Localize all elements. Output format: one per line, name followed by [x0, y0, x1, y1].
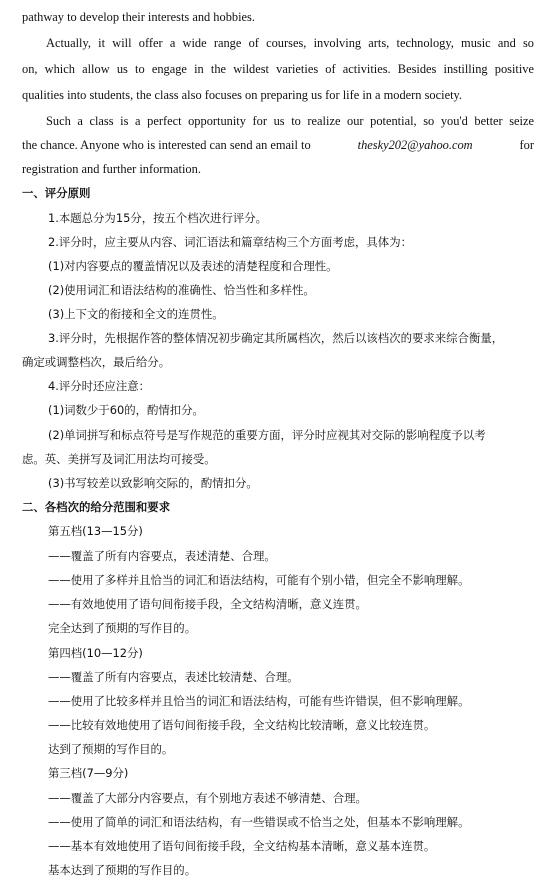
grade-title: 第三档(7—9分) — [48, 766, 129, 780]
essay-line: Such a class is a perfect opportunity for us to realize our potential, so you'd better seize — [46, 114, 534, 128]
grade-criterion: ——基本有效地使用了语句间衔接手段，全文结构基本清晰，意义基本连贯。 — [48, 839, 436, 853]
grade-title: 第四档(10—12分) — [48, 646, 143, 660]
rule-item: (1)词数少于60的，酌情扣分。 — [48, 403, 204, 417]
grade-criterion: ——使用了简单的词汇和语法结构，有一些错误或不恰当之处，但基本不影响理解。 — [48, 815, 470, 829]
essay-line: Actually, it will offer a wide range of courses, involving arts, technology, music and so — [46, 36, 534, 50]
rule-item: (2)使用词汇和语法结构的准确性、恰当性和多样性。 — [48, 283, 315, 297]
essay-line: on, which allow us to engage in the wildest varieties of activities. Besides instilling positive — [22, 62, 534, 76]
essay-text: the chance. Anyone who is interested can send an email to — [22, 138, 311, 152]
grade-criterion: ——覆盖了所有内容要点，表述清楚、合理。 — [48, 549, 276, 563]
grade-criterion: ——使用了多样并且恰当的词汇和语法结构，可能有个别小错，但完全不影响理解。 — [48, 573, 470, 587]
grade-criterion: 基本达到了预期的写作目的。 — [48, 863, 197, 877]
rule-item: 4.评分时还应注意： — [48, 379, 150, 393]
essay-text: for — [519, 138, 534, 152]
section-heading: 一、评分原则 — [22, 186, 91, 200]
grade-criterion: ——使用了比较多样并且恰当的词汇和语法结构，可能有些许错误，但不影响理解。 — [48, 694, 470, 708]
rule-item: (2)单词拼写和标点符号是写作规范的重要方面，评分时应视其对交际的影响程度予以考 — [48, 428, 486, 442]
email-address: thesky202@yahoo.com — [357, 138, 473, 152]
essay-line-with-email — [22, 137, 534, 153]
rule-item: 3.评分时，先根据作答的整体情况初步确定其所属档次，然后以该档次的要求来综合衡量， — [48, 331, 504, 345]
grade-title: 第五档(13—15分) — [48, 524, 143, 538]
rule-item: 1.本题总分为15分，按五个档次进行评分。 — [48, 211, 268, 225]
grade-criterion: ——比较有效地使用了语句间衔接手段，全文结构比较清晰，意义比较连贯。 — [48, 718, 436, 732]
grade-criterion: ——有效地使用了语句间衔接手段，全文结构清晰，意义连贯。 — [48, 597, 367, 611]
rule-item: (3)上下文的衔接和全文的连贯性。 — [48, 307, 224, 321]
rule-item: 确定或调整档次，最后给分。 — [22, 355, 171, 369]
grade-criterion: ——覆盖了所有内容要点，表述比较清楚、合理。 — [48, 670, 299, 684]
rule-item: (3)书写较差以致影响交际的，酌情扣分。 — [48, 476, 258, 490]
grade-criterion: 达到了预期的写作目的。 — [48, 742, 174, 756]
rule-item: 2.评分时，应主要从内容、词汇语法和篇章结构三个方面考虑，具体为： — [48, 235, 412, 249]
grade-criterion: 完全达到了预期的写作目的。 — [48, 621, 197, 635]
section-heading: 二、各档次的给分范围和要求 — [22, 500, 171, 514]
rule-item: 虑。英、美拼写及词汇用法均可接受。 — [22, 452, 216, 466]
grade-criterion: ——覆盖了大部分内容要点，有个别地方表述不够清楚、合理。 — [48, 791, 367, 805]
essay-line: qualities into students, the class also focuses on preparing us for life in a modern society. — [22, 88, 462, 102]
rule-item: (1)对内容要点的覆盖情况以及表述的清楚程度和合理性。 — [48, 259, 338, 273]
essay-line: pathway to develop their interests and hobbies. — [22, 10, 255, 24]
essay-line: registration and further information. — [22, 162, 201, 176]
